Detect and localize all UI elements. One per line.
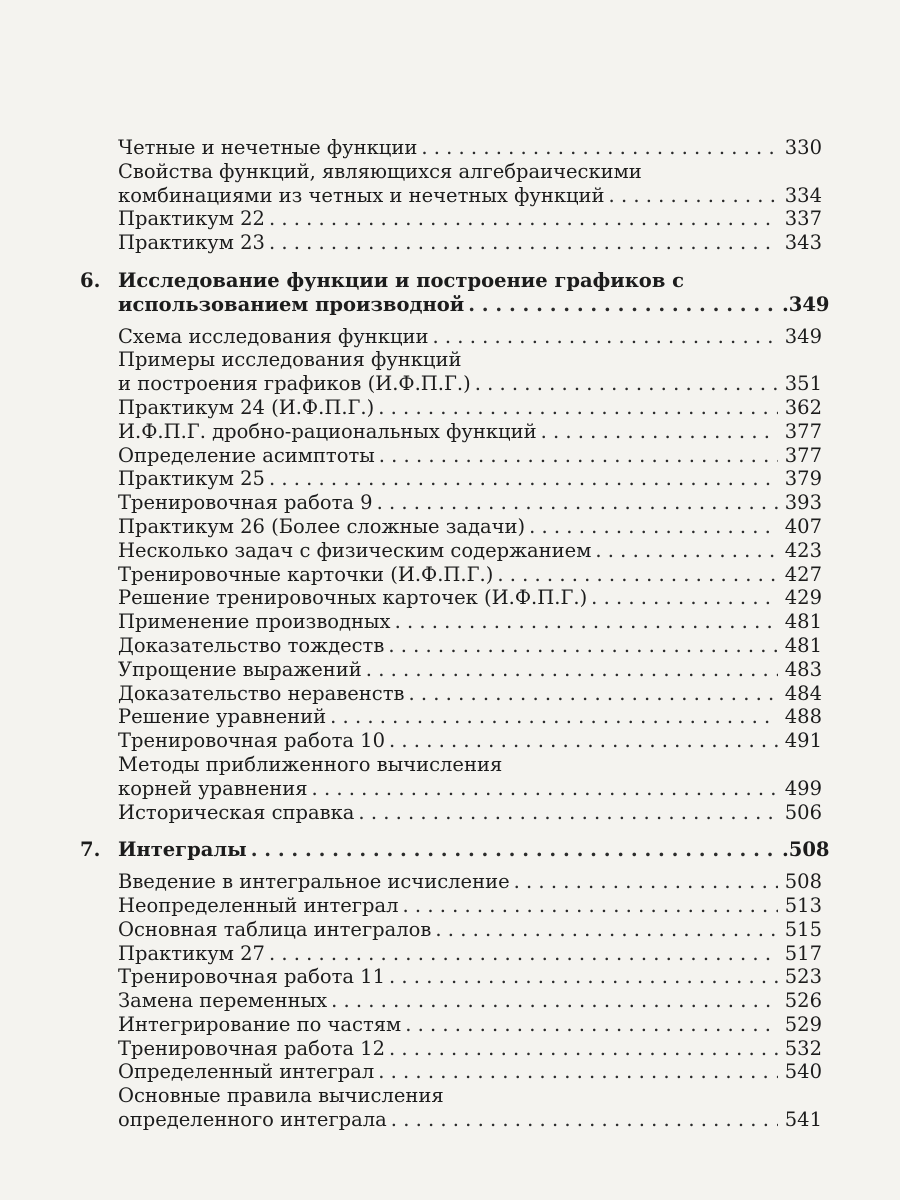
toc-entry-title: Практикум 25	[118, 467, 265, 491]
toc-entry-title: Примеры исследования функций	[118, 348, 462, 372]
page-number: .508	[782, 838, 830, 862]
page-number: 526	[784, 989, 822, 1013]
page-number: 532	[784, 1036, 822, 1060]
dot-leader	[269, 467, 778, 491]
toc-entry	[80, 539, 822, 563]
toc-entry-title: Доказательство неравенств	[118, 681, 405, 705]
toc-entry-title: Определенный интеграл	[118, 1060, 375, 1084]
toc-entry-title: корней уравнения	[118, 776, 308, 800]
dot-leader	[541, 420, 778, 444]
chapter-number: 7.	[80, 838, 101, 862]
dot-leader	[421, 136, 778, 160]
toc-entry-title: Свойства функций, являющихся алгебраическими	[118, 159, 642, 183]
toc-entry-title: Несколько задач с физическим содержанием	[118, 538, 592, 562]
toc-entry-title: Тренировочная работа 12	[118, 1036, 385, 1060]
toc-entry-title: И.Ф.П.Г. дробно-рациональных функций	[118, 419, 537, 443]
toc-entry	[80, 894, 822, 918]
toc-entry-title: Четные и нечетные функции	[118, 136, 418, 159]
toc-entry	[80, 610, 822, 634]
page-number: 529	[784, 1012, 822, 1036]
page-number: 407	[784, 514, 822, 538]
dot-leader	[408, 682, 778, 706]
toc-entry	[80, 563, 822, 587]
page-number: 362	[784, 395, 822, 419]
toc-entry	[80, 348, 822, 396]
toc-entry	[80, 396, 822, 420]
toc-entry-title: Практикум 27	[118, 941, 265, 965]
toc-entry	[80, 1037, 822, 1061]
toc-entry-title: Схема исследования функции	[118, 324, 429, 348]
dot-leader	[379, 444, 778, 468]
toc-entry	[80, 918, 822, 942]
page-number: 349	[784, 324, 822, 348]
toc-entry	[80, 444, 822, 468]
dot-leader	[312, 777, 778, 801]
toc-entry	[80, 682, 822, 706]
dot-leader	[377, 491, 778, 515]
toc-entry	[80, 965, 822, 989]
dot-leader	[389, 965, 778, 989]
dot-leader	[433, 325, 778, 349]
dot-leader	[389, 729, 778, 753]
page-number: 334	[784, 183, 822, 207]
dot-leader	[389, 1037, 778, 1061]
toc-entry-title: Неопределенный интеграл	[118, 893, 399, 917]
page-number: 377	[784, 419, 822, 443]
toc-entry-title-line	[80, 348, 822, 372]
table-of-contents	[80, 136, 830, 1132]
toc-chapter-entry	[80, 838, 830, 862]
toc-entry-title-line	[80, 753, 822, 777]
chapter-number: 6.	[80, 268, 101, 292]
dot-leader	[468, 293, 778, 317]
dot-leader	[251, 838, 778, 862]
page-number: 377	[784, 443, 822, 467]
toc-entry-title: Основная таблица интегралов	[118, 917, 432, 941]
toc-entry-title: Историческая справка	[118, 800, 355, 824]
toc-entry-title: Практикум 22	[118, 207, 265, 231]
page-number: 351	[784, 372, 822, 396]
page-number: 513	[784, 893, 822, 917]
toc-entry-title: Тренировочная работа 9	[118, 491, 373, 515]
page-number: 523	[784, 965, 822, 989]
toc-entry-title: комбинациями из четных и нечетных функций	[118, 183, 605, 207]
toc-entry-title: использованием производной	[118, 292, 465, 316]
page-number: 427	[784, 562, 822, 586]
page-number: 541	[784, 1108, 822, 1132]
dot-leader	[331, 989, 778, 1013]
page-number: 515	[784, 917, 822, 941]
dot-leader	[595, 539, 778, 563]
dot-leader	[358, 801, 778, 825]
toc-entry-title: Решение уравнений	[118, 705, 327, 729]
toc-entry-title: и построения графиков (И.Ф.П.Г.)	[118, 372, 471, 396]
page-number: 484	[784, 681, 822, 705]
toc-entry-title-line	[80, 269, 822, 293]
toc-entry	[80, 231, 822, 255]
toc-entry-title: Применение производных	[118, 610, 391, 634]
page-number: 330	[784, 136, 822, 159]
dot-leader	[269, 942, 778, 966]
toc-entry	[80, 160, 822, 208]
dot-leader	[529, 515, 778, 539]
toc-chapter-entry	[80, 268, 830, 317]
toc-entry	[80, 942, 822, 966]
toc-entry-title: Основные правила вычисления	[118, 1084, 444, 1108]
toc-entry	[80, 325, 822, 349]
page-number: 481	[784, 610, 822, 634]
toc-entry-title: Методы приближенного вычисления	[118, 752, 503, 776]
toc-entry	[80, 491, 822, 515]
toc-entry-title: Исследование функции и построение графиков с	[118, 268, 685, 292]
dot-leader	[497, 563, 778, 587]
dot-leader	[388, 634, 778, 658]
dot-leader	[330, 705, 778, 729]
toc-entry-title: Упрощение выражений	[118, 657, 362, 681]
toc-entry	[80, 420, 822, 444]
toc-entry	[80, 467, 822, 491]
dot-leader	[269, 231, 778, 255]
toc-entry-title-line	[80, 160, 822, 184]
toc-entry	[80, 705, 822, 729]
toc-entry	[80, 729, 822, 753]
toc-entry-title: определенного интеграла	[118, 1108, 387, 1132]
toc-entry	[80, 658, 822, 682]
page-number: 423	[784, 538, 822, 562]
toc-entry-title: Введение в интегральное исчисление	[118, 870, 510, 894]
toc-entry-title: Практикум 26 (Более сложные задачи)	[118, 514, 526, 538]
dot-leader	[405, 1013, 778, 1037]
toc-entry	[80, 1013, 822, 1037]
page-number: 429	[784, 586, 822, 610]
toc-entry	[80, 753, 822, 801]
toc-entry-title: Решение тренировочных карточек (И.Ф.П.Г.)	[118, 586, 588, 610]
dot-leader	[269, 207, 778, 231]
dot-leader	[395, 610, 778, 634]
page-number: 491	[784, 729, 822, 753]
toc-entry-title: Интегрирование по частям	[118, 1012, 402, 1036]
page-number: 481	[784, 633, 822, 657]
toc-entry	[80, 989, 822, 1013]
dot-leader	[475, 372, 778, 396]
page-number: 343	[784, 231, 822, 255]
toc-entry-title: Тренировочная работа 11	[118, 965, 385, 989]
dot-leader	[591, 586, 778, 610]
page-number: 508	[784, 870, 822, 894]
toc-entry-title-line	[80, 1084, 822, 1108]
dot-leader	[378, 396, 778, 420]
toc-entry-title: Доказательство тождеств	[118, 633, 385, 657]
toc-entry-title: Тренировочные карточки (И.Ф.П.Г.)	[118, 562, 494, 586]
dot-leader	[378, 1060, 778, 1084]
toc-entry-title: Интегралы	[118, 838, 247, 862]
dot-leader	[435, 918, 778, 942]
toc-entry	[80, 207, 822, 231]
toc-entry-title: Определение асимптоты	[118, 443, 375, 467]
toc-entry	[80, 870, 822, 894]
toc-entry	[80, 1060, 822, 1084]
page-number: 483	[784, 657, 822, 681]
dot-leader	[609, 184, 778, 208]
page-number: 337	[784, 207, 822, 231]
toc-entry	[80, 634, 822, 658]
toc-entry	[80, 586, 822, 610]
toc-entry	[80, 801, 822, 825]
dot-leader	[403, 894, 778, 918]
toc-entry-title: Тренировочная работа 10	[118, 729, 385, 753]
page-number: 499	[784, 776, 822, 800]
page-number: 393	[784, 491, 822, 515]
page-number: 488	[784, 705, 822, 729]
dot-leader	[366, 658, 778, 682]
toc-entry	[80, 1084, 822, 1132]
toc-entry-title: Практикум 23	[118, 231, 265, 255]
page-number: .349	[782, 292, 830, 316]
toc-entry-title: Практикум 24 (И.Ф.П.Г.)	[118, 395, 375, 419]
dot-leader	[514, 870, 778, 894]
page-number: 506	[784, 800, 822, 824]
dot-leader	[391, 1108, 778, 1132]
toc-entry-title: Замена переменных	[118, 989, 328, 1013]
page-number: 517	[784, 941, 822, 965]
toc-entry	[80, 515, 822, 539]
toc-entry	[80, 136, 822, 160]
page-number: 540	[784, 1060, 822, 1084]
page-number: 379	[784, 467, 822, 491]
